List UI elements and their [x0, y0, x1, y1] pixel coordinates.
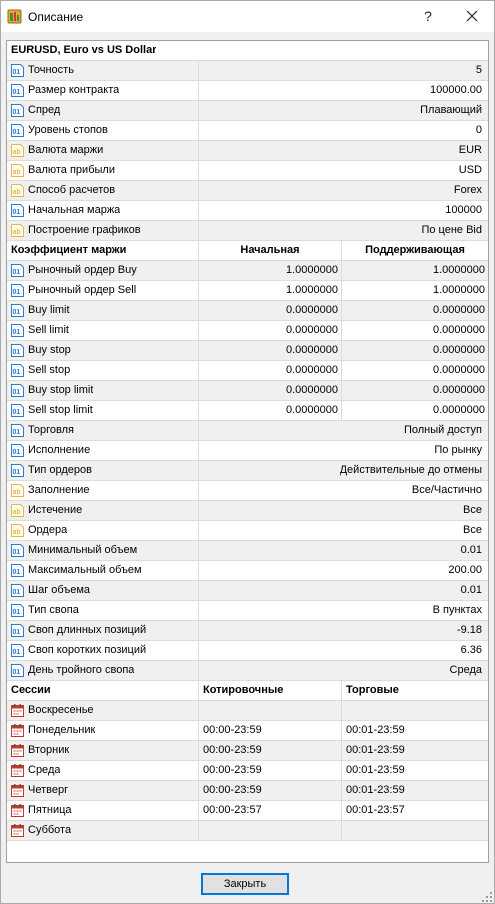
number-field-icon: [10, 563, 25, 578]
property-label: Шаг объема: [28, 584, 90, 596]
number-field-icon: [10, 323, 25, 338]
property-value: EUR: [458, 144, 482, 156]
text-field-icon: [10, 503, 25, 518]
margin-initial: 1.0000000: [198, 261, 341, 280]
session-day: Понедельник: [28, 724, 96, 736]
svg-text:01: 01: [12, 269, 21, 276]
property-value: Forex: [453, 184, 482, 196]
margin-row[interactable]: [7, 321, 488, 341]
property-value: В пунктах: [432, 604, 482, 616]
property-row[interactable]: [7, 581, 488, 601]
column-divider: [198, 101, 199, 120]
margin-row[interactable]: [7, 341, 488, 361]
text-field-icon: [10, 163, 25, 178]
property-row[interactable]: [7, 621, 488, 641]
margin-label: Sell stop: [28, 364, 71, 376]
svg-text:01: 01: [12, 89, 21, 96]
svg-text:01: 01: [12, 109, 21, 116]
margin-initial: 0.0000000: [198, 361, 341, 380]
column-divider: [198, 641, 199, 660]
property-row[interactable]: [7, 441, 488, 461]
property-value: Действительные до отмены: [339, 464, 482, 476]
calendar-icon: [10, 823, 25, 838]
margin-row[interactable]: [7, 381, 488, 401]
margin-label: Buy limit: [28, 304, 70, 316]
margin-initial: 1.0000000: [198, 281, 341, 300]
margin-row[interactable]: [7, 261, 488, 281]
session-quotes: 00:00-23:59: [198, 781, 341, 800]
margin-initial: 0.0000000: [198, 321, 341, 340]
property-label: Спред: [28, 104, 61, 116]
margin-header-maintenance: Поддерживающая: [341, 241, 488, 260]
property-value: Плавающий: [420, 104, 482, 116]
number-field-icon: [10, 103, 25, 118]
calendar-icon: [10, 723, 25, 738]
property-label: Истечение: [28, 504, 83, 516]
column-divider: [198, 121, 199, 140]
property-label: Размер контракта: [28, 84, 120, 96]
session-trades: 00:01-23:57: [341, 801, 488, 820]
column-divider: [198, 201, 199, 220]
svg-text:ab: ab: [12, 509, 21, 516]
session-row[interactable]: [7, 741, 488, 761]
property-label: Ордера: [28, 524, 68, 536]
resize-grip-icon[interactable]: [481, 891, 493, 903]
column-divider: [198, 581, 199, 600]
property-row[interactable]: [7, 121, 488, 141]
column-divider: [198, 141, 199, 160]
margin-initial: 0.0000000: [198, 401, 341, 420]
session-day: Четверг: [28, 784, 69, 796]
svg-text:01: 01: [12, 129, 21, 136]
session-row[interactable]: [7, 801, 488, 821]
number-field-icon: [10, 343, 25, 358]
property-value: Все/Частично: [411, 484, 482, 496]
margin-maintenance: 0.0000000: [341, 361, 488, 380]
session-quotes: 00:00-23:59: [198, 741, 341, 760]
svg-text:ab: ab: [12, 169, 21, 176]
svg-text:01: 01: [12, 429, 21, 436]
text-field-icon: [10, 223, 25, 238]
property-row[interactable]: [7, 101, 488, 121]
svg-text:ab: ab: [12, 189, 21, 196]
property-row[interactable]: [7, 601, 488, 621]
number-field-icon: [10, 263, 25, 278]
property-value: Среда: [449, 664, 482, 676]
session-quotes: [198, 821, 341, 840]
column-divider: [198, 61, 199, 80]
column-divider: [198, 621, 199, 640]
column-divider: [198, 441, 199, 460]
margin-label: Sell limit: [28, 324, 69, 336]
svg-text:01: 01: [12, 349, 21, 356]
symbol-spec-grid[interactable]: [6, 40, 489, 863]
title-bar: [1, 1, 494, 32]
margin-row[interactable]: [7, 361, 488, 381]
session-row[interactable]: [7, 781, 488, 801]
svg-text:01: 01: [12, 549, 21, 556]
property-row[interactable]: [7, 181, 488, 201]
column-divider: [198, 421, 199, 440]
svg-text:01: 01: [12, 409, 21, 416]
property-label: Исполнение: [28, 444, 91, 456]
number-field-icon: [10, 363, 25, 378]
close-window-button[interactable]: [456, 3, 488, 29]
property-row[interactable]: [7, 521, 488, 541]
session-row[interactable]: [7, 721, 488, 741]
calendar-icon: [10, 783, 25, 798]
property-row[interactable]: [7, 61, 488, 81]
margin-header-row: [7, 241, 488, 261]
session-day: Среда: [28, 764, 61, 776]
column-divider: [198, 661, 199, 680]
margin-maintenance: 1.0000000: [341, 281, 488, 300]
svg-text:ab: ab: [12, 229, 21, 236]
property-value: 5: [475, 64, 482, 76]
number-field-icon: [10, 303, 25, 318]
property-label: День тройного свопа: [28, 664, 135, 676]
column-divider: [198, 181, 199, 200]
property-row[interactable]: [7, 481, 488, 501]
close-icon: [466, 10, 478, 22]
column-divider: [198, 461, 199, 480]
property-label: Тип ордеров: [28, 464, 92, 476]
property-row[interactable]: [7, 421, 488, 441]
svg-text:01: 01: [12, 469, 21, 476]
margin-maintenance: 0.0000000: [341, 381, 488, 400]
session-row[interactable]: [7, 761, 488, 781]
text-field-icon: [10, 183, 25, 198]
sessions-header-quotes: Котировочные: [198, 681, 341, 700]
property-value: USD: [458, 164, 482, 176]
text-field-icon: [10, 483, 25, 498]
session-day: Воскресенье: [28, 704, 94, 716]
property-value: 0.01: [460, 544, 482, 556]
property-row[interactable]: [7, 81, 488, 101]
property-value: 100000.00: [430, 84, 482, 96]
property-label: Торговля: [28, 424, 74, 436]
dialog-footer: [1, 863, 494, 904]
property-label: Точность: [28, 64, 74, 76]
property-label: Тип свопа: [28, 604, 79, 616]
property-label: Валюта маржи: [28, 144, 104, 156]
session-trades: 00:01-23:59: [341, 741, 488, 760]
session-day: Суббота: [28, 824, 72, 836]
property-value: Все: [463, 504, 482, 516]
svg-text:01: 01: [12, 629, 21, 636]
property-label: Начальная маржа: [28, 204, 121, 216]
svg-text:01: 01: [12, 69, 21, 76]
session-row[interactable]: [7, 701, 488, 721]
number-field-icon: [10, 403, 25, 418]
calendar-icon: [10, 763, 25, 778]
margin-label: Buy stop: [28, 344, 71, 356]
property-label: Своп длинных позиций: [28, 624, 147, 636]
sessions-header-row: [7, 681, 488, 701]
margin-initial: 0.0000000: [198, 381, 341, 400]
number-field-icon: [10, 423, 25, 438]
property-row[interactable]: [7, 541, 488, 561]
margin-maintenance: 0.0000000: [341, 321, 488, 340]
column-divider: [198, 541, 199, 560]
margin-header-initial: Начальная: [198, 241, 341, 260]
symbol-name: EURUSD, Euro vs US Dollar: [11, 44, 157, 56]
property-label: Построение графиков: [28, 224, 141, 236]
text-field-icon: [10, 523, 25, 538]
session-trades: 00:01-23:59: [341, 781, 488, 800]
property-value: Полный доступ: [403, 424, 482, 436]
property-value: 200.00: [448, 564, 482, 576]
number-field-icon: [10, 203, 25, 218]
svg-text:01: 01: [12, 569, 21, 576]
property-label: Уровень стопов: [28, 124, 108, 136]
property-value: -9.18: [456, 624, 482, 636]
session-quotes: 00:00-23:57: [198, 801, 341, 820]
svg-text:ab: ab: [12, 529, 21, 536]
margin-initial: 0.0000000: [198, 301, 341, 320]
session-trades: [341, 701, 488, 720]
margin-label: Рыночный ордер Sell: [28, 284, 137, 296]
property-value: По цене Bid: [421, 224, 482, 236]
number-field-icon: [10, 663, 25, 678]
property-label: Способ расчетов: [28, 184, 116, 196]
column-divider: [198, 501, 199, 520]
property-row[interactable]: [7, 561, 488, 581]
session-trades: [341, 821, 488, 840]
margin-label: Sell stop limit: [28, 404, 93, 416]
number-field-icon: [10, 123, 25, 138]
property-value: 6.36: [460, 644, 482, 656]
column-divider: [198, 601, 199, 620]
svg-text:01: 01: [12, 309, 21, 316]
property-row[interactable]: [7, 641, 488, 661]
svg-text:01: 01: [12, 669, 21, 676]
number-field-icon: [10, 63, 25, 78]
margin-initial: 0.0000000: [198, 341, 341, 360]
sessions-header-trades: Торговые: [341, 681, 488, 700]
svg-text:ab: ab: [12, 149, 21, 156]
svg-text:ab: ab: [12, 489, 21, 496]
number-field-icon: [10, 643, 25, 658]
number-field-icon: [10, 463, 25, 478]
session-quotes: [198, 701, 341, 720]
close-button[interactable]: Закрыть: [201, 873, 289, 895]
property-row[interactable]: [7, 141, 488, 161]
svg-text:01: 01: [12, 649, 21, 656]
sessions-header-title: Сессии: [11, 684, 51, 696]
number-field-icon: [10, 583, 25, 598]
column-divider: [198, 561, 199, 580]
property-row[interactable]: [7, 661, 488, 681]
margin-header-title: Коэффициент маржи: [11, 244, 127, 256]
svg-text:01: 01: [12, 369, 21, 376]
column-divider: [198, 481, 199, 500]
number-field-icon: [10, 383, 25, 398]
session-row[interactable]: [7, 821, 488, 841]
svg-text:01: 01: [12, 449, 21, 456]
number-field-icon: [10, 543, 25, 558]
column-divider: [198, 161, 199, 180]
margin-maintenance: 0.0000000: [341, 401, 488, 420]
property-label: Максимальный объем: [28, 564, 142, 576]
margin-row[interactable]: [7, 301, 488, 321]
column-divider: [198, 221, 199, 240]
window-title: Описание: [28, 10, 84, 24]
property-label: Минимальный объем: [28, 544, 138, 556]
property-label: Заполнение: [28, 484, 90, 496]
symbol-header-row: [7, 41, 488, 61]
margin-label: Buy stop limit: [28, 384, 94, 396]
session-trades: 00:01-23:59: [341, 761, 488, 780]
session-trades: 00:01-23:59: [341, 721, 488, 740]
number-field-icon: [10, 83, 25, 98]
property-row[interactable]: [7, 501, 488, 521]
margin-maintenance: 0.0000000: [341, 341, 488, 360]
svg-text:01: 01: [12, 389, 21, 396]
property-label: Валюта прибыли: [28, 164, 115, 176]
calendar-icon: [10, 703, 25, 718]
property-row[interactable]: [7, 161, 488, 181]
margin-maintenance: 1.0000000: [341, 261, 488, 280]
svg-text:01: 01: [12, 209, 21, 216]
margin-row[interactable]: [7, 401, 488, 421]
property-value: По рынку: [434, 444, 482, 456]
session-day: Вторник: [28, 744, 70, 756]
session-quotes: 00:00-23:59: [198, 761, 341, 780]
property-row[interactable]: [7, 201, 488, 221]
column-divider: [198, 81, 199, 100]
margin-maintenance: 0.0000000: [341, 301, 488, 320]
session-day: Пятница: [28, 804, 72, 816]
text-field-icon: [10, 143, 25, 158]
app-icon: [7, 9, 22, 24]
calendar-icon: [10, 803, 25, 818]
column-divider: [198, 521, 199, 540]
property-row[interactable]: [7, 461, 488, 481]
property-value: 100000: [445, 204, 482, 216]
session-quotes: 00:00-23:59: [198, 721, 341, 740]
property-value: 0: [475, 124, 482, 136]
svg-text:01: 01: [12, 609, 21, 616]
number-field-icon: [10, 443, 25, 458]
property-value: 0.01: [460, 584, 482, 596]
property-row[interactable]: [7, 221, 488, 241]
svg-text:01: 01: [12, 289, 21, 296]
property-label: Своп коротких позиций: [28, 644, 147, 656]
number-field-icon: [10, 283, 25, 298]
help-button[interactable]: ?: [424, 8, 432, 24]
margin-row[interactable]: [7, 281, 488, 301]
number-field-icon: [10, 603, 25, 618]
svg-text:01: 01: [12, 329, 21, 336]
svg-text:01: 01: [12, 589, 21, 596]
calendar-icon: [10, 743, 25, 758]
number-field-icon: [10, 623, 25, 638]
property-value: Все: [463, 524, 482, 536]
margin-label: Рыночный ордер Buy: [28, 264, 137, 276]
